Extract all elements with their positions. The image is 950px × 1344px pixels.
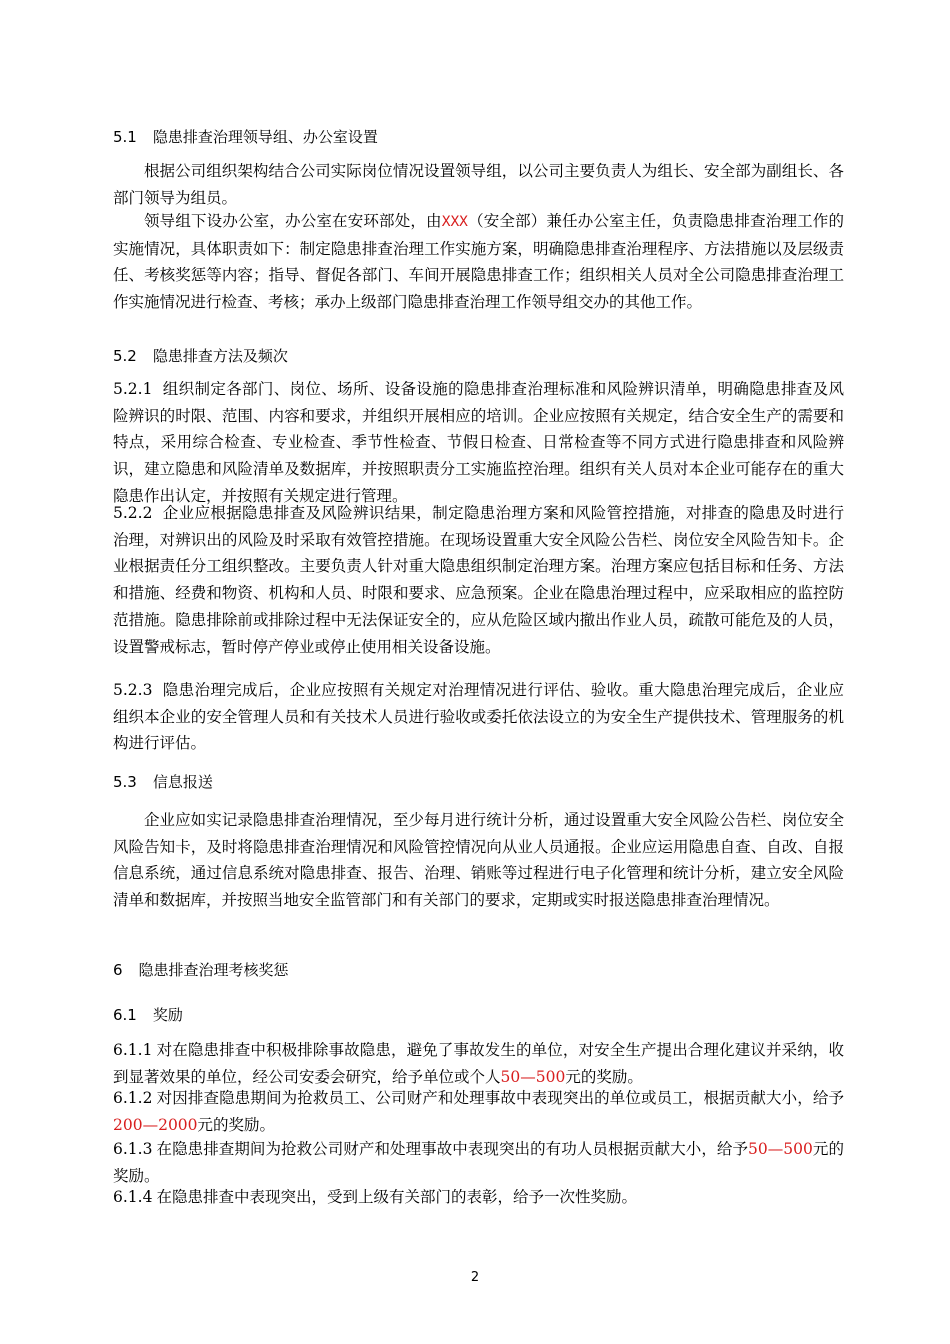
clause-number: 5.2.2 [113, 504, 153, 522]
clause-number: 6.1.2 [113, 1089, 153, 1107]
section-title: 隐患排查治理考核奖惩 [138, 961, 289, 979]
clause-number: 6.1.4 [113, 1188, 153, 1206]
paragraph-6-1-3: 6.1.3 在隐患排查期间为抢救公司财产和处理事故中表现突出的有功人员根据贡献大小，给予50—500元的奖励。 [113, 1140, 844, 1185]
section-heading-6 [113, 960, 843, 980]
reward-amount: 200—2000 [113, 1115, 198, 1134]
clause-number: 6.1.3 [113, 1140, 153, 1158]
section-title: 奖励 [152, 1006, 183, 1024]
section-number: 5.2 [113, 347, 137, 365]
section-number: 5.1 [113, 128, 137, 146]
section-number: 5.3 [113, 773, 137, 791]
paragraph-5-2-3: 5.2.3 隐患治理完成后，企业应按照有关规定对治理情况进行评估、验收。重大隐患治理完成后，企业应组织本企业的安全管理人员和有关技术人员进行验收或委托依法设立的为安全生产提供技术、管理服务的机构进行评估。 [113, 681, 844, 753]
paragraph-office-duties: 领导组下设办公室，办公室在安环部处，由XXX（安全部）兼任办公室主任，负责隐患排查治理工作的实施情况，具体职责如下：制定隐患排查治理工作实施方案，明确隐患排查治理程序、方法措施以及层级责任、考核奖惩等内容；指导、督促各部门、车间开展隐患排查工作；组织相关人员对全公司隐患排查治理工作实施情况进行检查、考核；承办上级部门隐患排查治理工作领导组交办的其他工作。 [113, 212, 844, 312]
section-title: 隐患排查方法及频次 [152, 347, 288, 365]
paragraph-5-2-2: 5.2.2 企业应根据隐患排查及风险辨识结果，制定隐患治理方案和风险管控措施，对排查的隐患及时进行治理，对辨识出的风险及时采取有效管控措施。在现场设置重大安全风险公告栏、岗位安全风险告知卡。企业根据责任分工组织整改。主要负责人针对重大隐患组织制定治理方案。治理方案应包括目标和任务、方法和措施、经费和物资、机构和人员、时限和要求、应急预案。企业在隐患治理过程中，应采取相应的监控防范措施。隐患排除前或排除过程中无法保证安全的，应从危险区域内撤出作业人员，疏散可能危及的人员，设置警戒标志，暂时停产停业或停止使用相关设备设施。 [113, 504, 844, 656]
section-heading-5-3 [113, 772, 843, 792]
section-title: 信息报送 [152, 773, 213, 791]
paragraph-6-1-2: 6.1.2 对因排查隐患期间为抢救员工、公司财产和处理事故中表现突出的单位或员工，根据贡献大小，给予200—2000元的奖励。 [113, 1089, 844, 1134]
clause-number: 5.2.3 [113, 681, 153, 699]
reward-amount: 50—500 [500, 1067, 566, 1086]
reward-amount: 50—500 [748, 1140, 813, 1158]
section-heading-6-1 [113, 1005, 843, 1025]
section-heading-5-1 [113, 127, 843, 147]
clause-number: 6.1.1 [113, 1041, 153, 1059]
paragraph-information-reporting: 企业应如实记录隐患排查治理情况，至少每月进行统计分析，通过设置重大安全风险公告栏、岗位安全风险告知卡，及时将隐患排查治理情况和风险管控情况向从业人员通报。企业应运用隐患自查、自改、自报信息系统，通过信息系统对隐患排查、报告、治理、销账等过程进行电子化管理和统计分析，建立安全风险清单和数据库，并按照当地安全监管部门和有关部门的要求，定期或实时报送隐患排查治理情况。 [113, 811, 844, 910]
paragraph-5-2-1: 5.2.1 组织制定各部门、岗位、场所、设备设施的隐患排查治理标准和风险辨识清单，明确隐患排查及风险辨识的时限、范围、内容和要求，并组织开展相应的培训。企业应按照有关规定，结合安全生产的需要和特点，采用综合检查、专业检查、季节性检查、节假日检查、日常检查等不同方式进行隐患排查和风险辨识，建立隐患和风险清单及数据库，并按照职责分工实施监控治理。组织有关人员对本企业可能存在的重大隐患作出认定，并按照有关规定进行管理。 [113, 380, 844, 505]
paragraph-6-1-1: 6.1.1 对在隐患排查中积极排除事故隐患，避免了事故发生的单位，对安全生产提出合理化建议并采纳，收到显著效果的单位，经公司安委会研究，给予单位或个人50—500元的奖励。 [113, 1041, 844, 1086]
section-heading-5-2 [113, 346, 843, 366]
paragraph-leadership-group: 根据公司组织架构结合公司实际岗位情况设置领导组，以公司主要负责人为组长、安全部为副组长、各部门领导为组员。 [113, 162, 844, 207]
section-number: 6 [113, 961, 123, 979]
section-title: 隐患排查治理领导组、办公室设置 [152, 128, 378, 146]
highlight-name-placeholder: XXX [441, 214, 468, 230]
page-number: 2 [470, 1270, 480, 1285]
section-number: 6.1 [113, 1006, 137, 1024]
clause-number: 5.2.1 [113, 380, 153, 398]
paragraph-6-1-4: 6.1.4 在隐患排查中表现突出，受到上级有关部门的表彰，给予一次性奖励。 [113, 1188, 637, 1206]
